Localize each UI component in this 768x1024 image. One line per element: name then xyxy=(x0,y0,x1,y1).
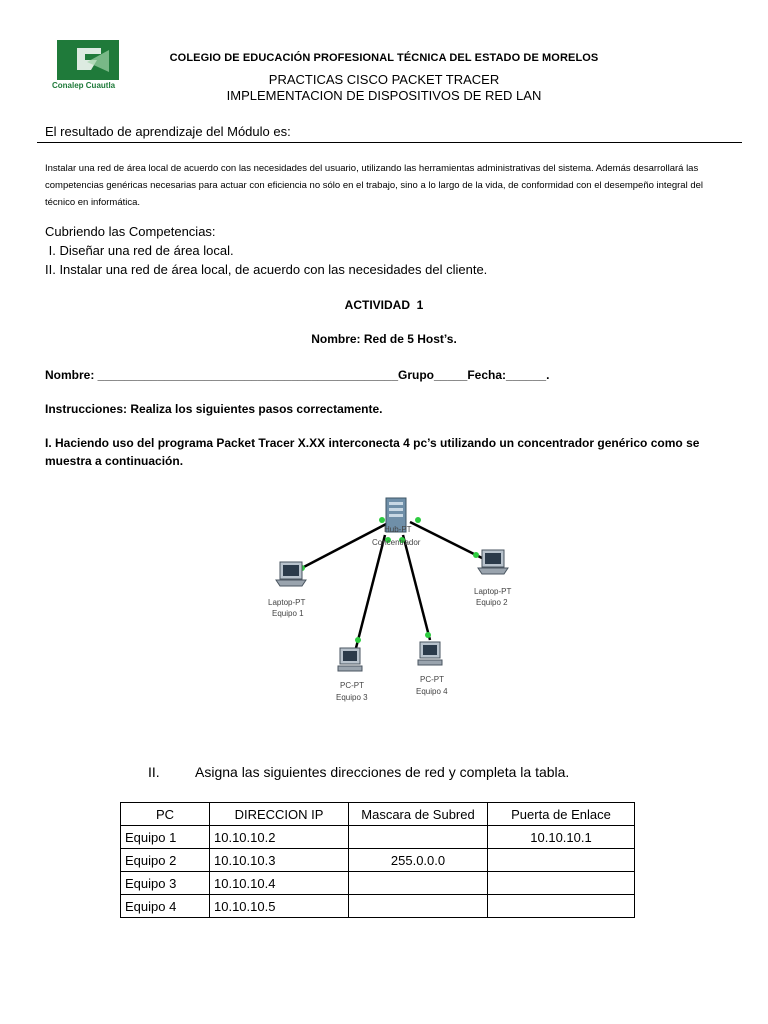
table-row xyxy=(121,849,635,872)
cell-pc: Equipo 2 xyxy=(121,849,210,872)
table-row xyxy=(121,872,635,895)
col-pc: PC xyxy=(121,803,210,826)
table-header-row xyxy=(121,803,635,826)
pc4-label-1: PC-PT xyxy=(420,675,444,684)
step-1: I. Haciendo uso del programa Packet Tracer X.XX interconecta 4 pc’s utilizando un concentrador genérico como se muestra a continuación. xyxy=(45,436,700,468)
link-light xyxy=(415,517,421,523)
step-2-number: II. xyxy=(148,764,160,780)
cell-ip: 10.10.10.4 xyxy=(210,872,349,895)
link-light xyxy=(355,637,361,643)
competencias-block xyxy=(45,222,487,279)
pc4-label-2: Equipo 4 xyxy=(416,687,448,696)
hub-label-2: Concentrador xyxy=(372,538,421,547)
cell-pc: Equipo 1 xyxy=(121,826,210,849)
subtitle-implementacion: IMPLEMENTACION DE DISPOSITIVOS DE RED LAN xyxy=(226,88,542,103)
cell-ip: 10.10.10.2 xyxy=(210,826,349,849)
link-light xyxy=(425,632,431,638)
pc3-label-2: Equipo 3 xyxy=(336,693,368,702)
resultado-paragraph: Instalar una red de área local de acuerdo con las necesidades del usuario, utilizando las herramientas administrativas del sistema. Además desarrollará las competencias genéricas necesarias para actuar con eficiencia no sólo en el trabajo, sino a lo largo de la vida, de conformidad con el desempeño integral del técnico en informática. xyxy=(45,163,704,208)
cell-mask[interactable]: 255.0.0.0 xyxy=(349,849,488,872)
institution-title: COLEGIO DE EDUCACIÓN PROFESIONAL TÉCNICA DEL ESTADO DE MORELOS xyxy=(169,52,599,64)
col-mask: Mascara de Subred xyxy=(349,803,488,826)
competencias-heading: Cubriendo las Competencias: xyxy=(45,224,216,239)
cell-mask[interactable] xyxy=(349,895,488,918)
cable-equipo-4 xyxy=(403,535,430,640)
competencia-2: II. Instalar una red de área local, de acuerdo con las necesidades del cliente. xyxy=(45,262,488,277)
cell-pc: Equipo 4 xyxy=(121,895,210,918)
col-ip: DIRECCION IP xyxy=(210,803,349,826)
activity-title: ACTIVIDAD 1 xyxy=(344,298,424,312)
divider xyxy=(37,142,742,143)
cell-gateway[interactable] xyxy=(488,895,635,918)
subtitle-practicas: PRACTICAS CISCO PACKET TRACER xyxy=(268,72,500,87)
link-light xyxy=(473,552,479,558)
laptop1-label-2: Equipo 1 xyxy=(272,609,304,618)
address-table xyxy=(120,802,635,918)
table-row xyxy=(121,826,635,849)
cell-ip: 10.10.10.5 xyxy=(210,895,349,918)
link-light xyxy=(379,517,385,523)
pc3-label-1: PC-PT xyxy=(340,681,364,690)
hub-label-1: Hub-PT xyxy=(384,525,412,534)
cell-ip: 10.10.10.3 xyxy=(210,849,349,872)
table-row xyxy=(121,895,635,918)
cell-pc: Equipo 3 xyxy=(121,872,210,895)
student-info-line: Nombre: _____________________________________________Grupo_____Fecha:______. xyxy=(45,368,550,382)
pc-icon xyxy=(418,642,442,665)
cell-gateway[interactable] xyxy=(488,872,635,895)
competencia-1: I. Diseñar una red de área local. xyxy=(45,243,234,258)
col-gateway: Puerta de Enlace xyxy=(488,803,635,826)
cell-gateway[interactable]: 10.10.10.1 xyxy=(488,826,635,849)
network-diagram xyxy=(250,490,530,705)
cable-equipo-2 xyxy=(410,522,482,558)
pc-icon xyxy=(338,648,362,671)
laptop-icon xyxy=(478,550,508,574)
logo-caption: Conalep Cuautla xyxy=(52,81,116,90)
step-2: Asigna las siguientes direcciones de red y completa la tabla. xyxy=(195,764,570,780)
cell-gateway[interactable] xyxy=(488,849,635,872)
laptop-icon xyxy=(276,562,306,586)
resultado-heading: El resultado de aprendizaje del Módulo es: xyxy=(45,124,291,139)
cell-mask[interactable] xyxy=(349,872,488,895)
activity-name: Nombre: Red de 5 Host’s. xyxy=(311,332,457,346)
cable-equipo-3 xyxy=(356,535,385,648)
laptop2-label-2: Equipo 2 xyxy=(476,598,508,607)
instructions: Instrucciones: Realiza los siguientes pasos correctamente. xyxy=(45,402,383,416)
cell-mask[interactable] xyxy=(349,826,488,849)
laptop1-label-1: Laptop-PT xyxy=(268,598,306,607)
laptop2-label-1: Laptop-PT xyxy=(474,587,512,596)
